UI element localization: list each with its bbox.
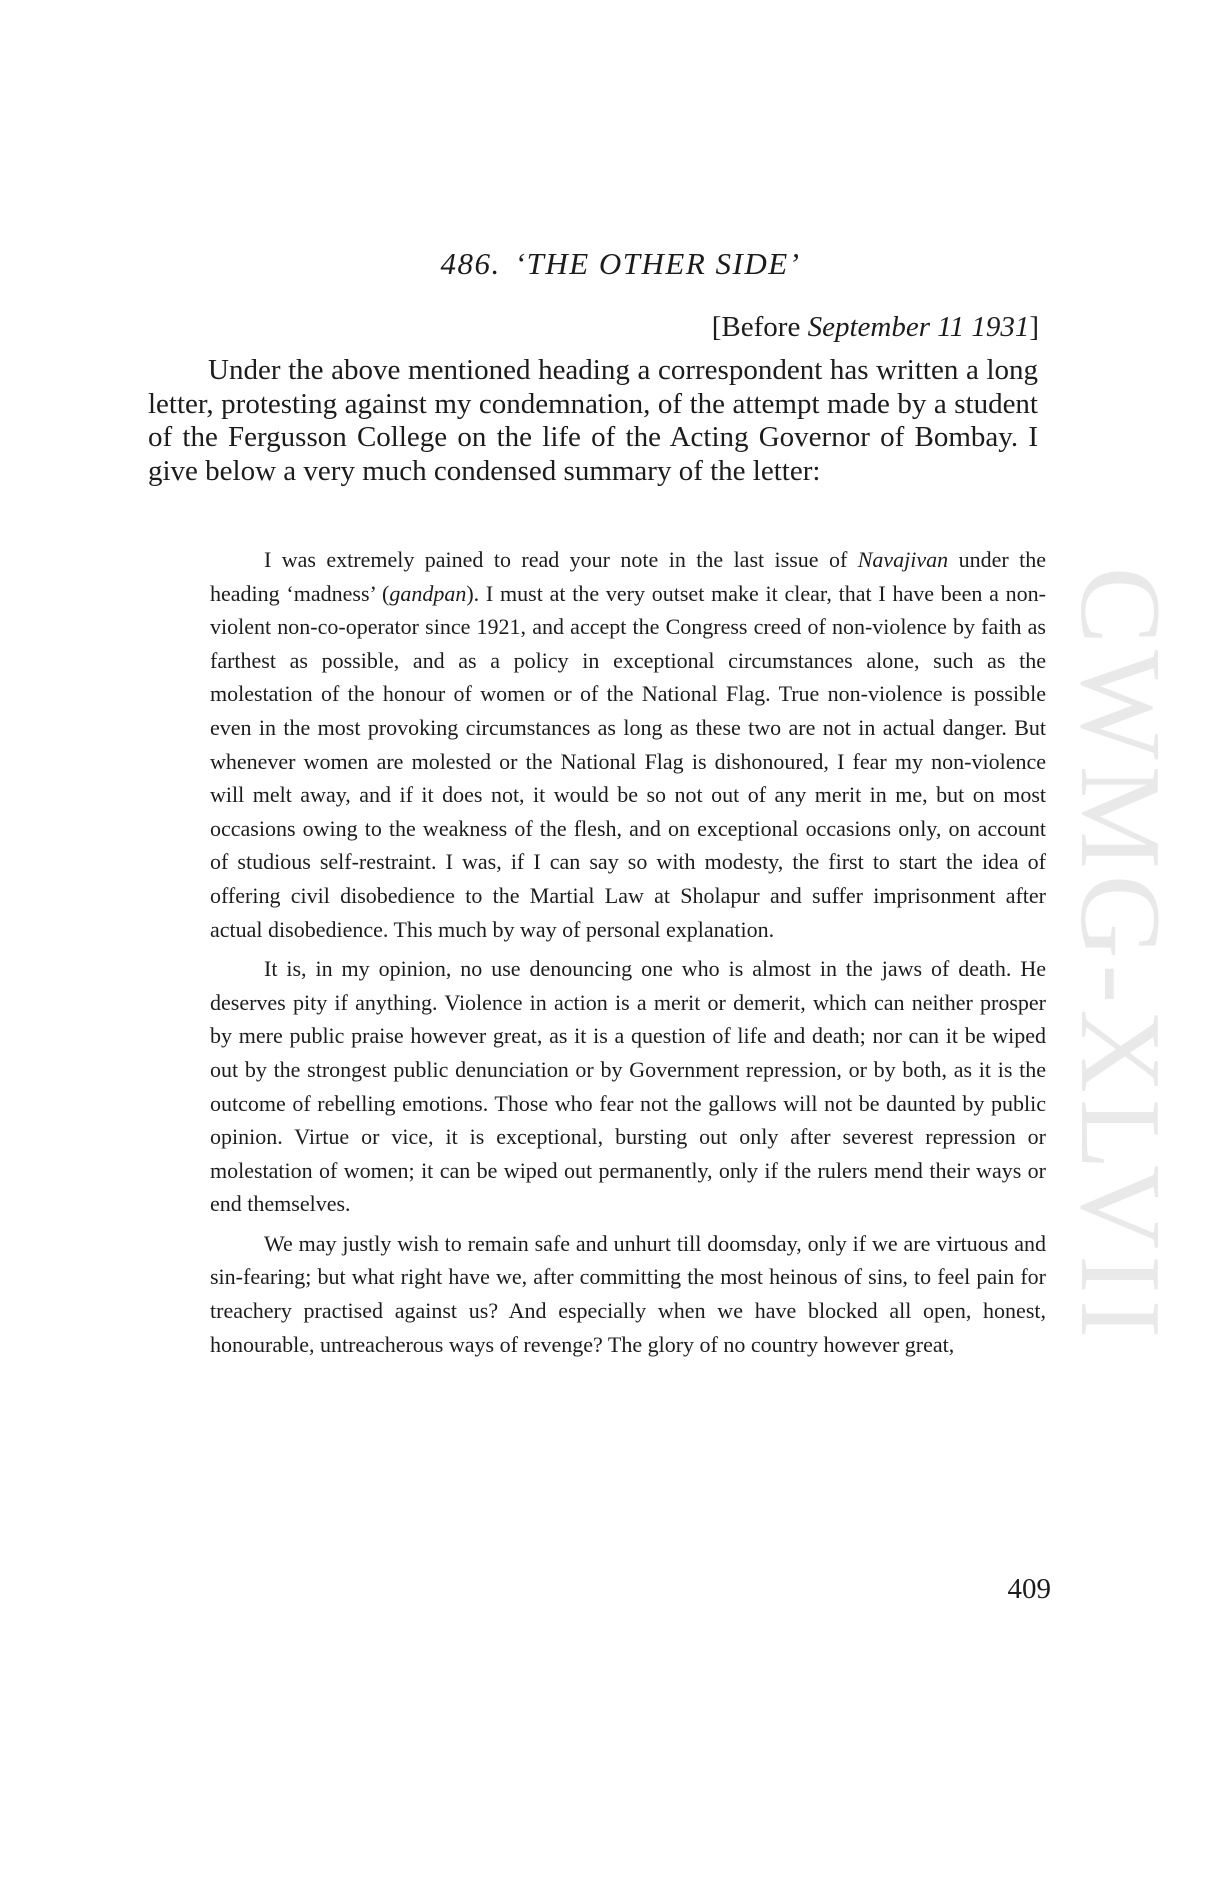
letter-paragraph-2: It is, in my opinion, no use denouncing one who is almost in the jaws of death. He deserves pity if anything. Violence in action is a merit or demerit, which can neither prosper by mere public praise however great, as it is a question of life and death; nor can it be wiped out by the strongest public denunciation or by Government repression, or by both, as it is the outcome of rebelling emotions. Those who fear not the gallows will not be daunted by public opinion. Virtue or vice, it is exceptional, bursting out only after severest repression or molestation of women; it can be wiped out permanently, only if the rulers mend their ways or end themselves. bbox=[210, 956, 1046, 1217]
dateline-date: September 11 1931 bbox=[807, 311, 1030, 343]
letter-p1-part-c: ). I must at the very outset make it clear, that I have been a non-violent non-co-operator since 1921, and accept the Congress creed of non-violence by faith as farthest as possible, and as a policy in exceptional circumstances alone, such as the molestation of the honour of women or of the National Flag. True non-violence is possible even in the most provoking circumstances as long as these two are not in actual danger. But whenever women are molested or the National Flag is dishonoured, I fear my non-violence will melt away, and if it does not, it would be so not out of any merit in me, but on most occasions owing to the weakness of the flesh, and on exceptional occasions only, on account of studious self-restraint. I was, if I can say so with modesty, the first to start the idea of offering civil disobedience to the Martial Law at Sholapur and suffer imprisonment after actual disobedience. This much by way of personal explanation. bbox=[210, 580, 1046, 942]
dateline-suffix: ] bbox=[1029, 311, 1039, 343]
letter-quote bbox=[210, 543, 1046, 1367]
letter-p1-part-b: under the heading ‘madness’ ( bbox=[210, 547, 1046, 606]
letter-p1-part-a: I was extremely pained to read your note in the last issue of bbox=[264, 547, 858, 572]
navajivan-title: Navajivan bbox=[857, 547, 949, 572]
letter-paragraph-1 bbox=[210, 543, 1046, 946]
watermark-text: CWMG-XLVII bbox=[1056, 566, 1185, 1344]
page-number: 409 bbox=[1007, 1573, 1051, 1605]
dateline bbox=[712, 311, 1039, 344]
gandpan-term: gandpan bbox=[389, 580, 467, 606]
watermark bbox=[1056, 425, 1185, 1485]
dateline-prefix: [Before bbox=[711, 311, 808, 343]
article-title bbox=[0, 246, 1229, 282]
letter-paragraph-3: We may justly wish to remain safe and unhurt till doomsday, only if we are virtuous and sin-fearing; but what right have we, after committing the most heinous of sins, to feel pain for treachery practised against us? And especially when we have blocked all open, honest, honourable, untreacherous ways of revenge? The glory of no country however great, bbox=[210, 1230, 1046, 1357]
article-number: 486. bbox=[440, 246, 501, 281]
intro-paragraph: Under the above mentioned heading a correspondent has written a long letter, protesting against my condemnation, of the attempt made by a student of the Fergusson College on the life of the Acting Governor of Bombay. I give below a very much condensed summary of the letter: bbox=[148, 354, 1038, 487]
article-title-text: ‘THE OTHER SIDE’ bbox=[514, 246, 801, 281]
